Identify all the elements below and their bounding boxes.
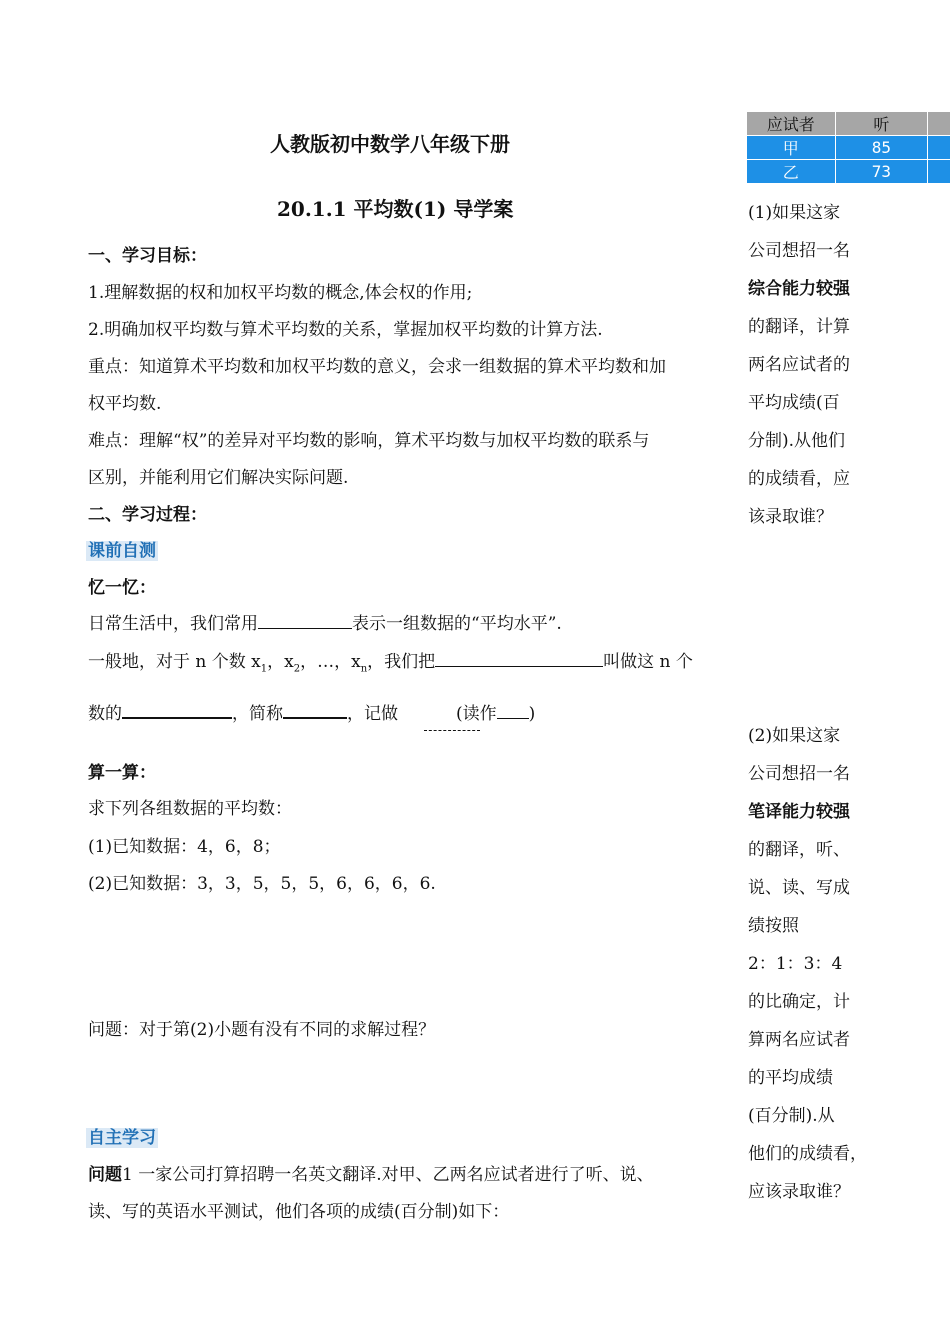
recall-line-3-part-b: ，简称 [232,704,283,724]
sidebar-line: 平均成绩(百 [748,393,840,413]
recall-line-2-part-a: 一般地，对于 n 个数 x [88,652,261,672]
sidebar-line: 应该录取谁？ [748,1182,850,1202]
score-table-cell: 73 [835,160,928,184]
score-table-header-cell: 应试者 [747,112,835,136]
score-table-cell: 85 [835,136,928,160]
score-table-cell: 甲 [747,136,835,160]
problem-1-line-2: 读、写的英语水平测试，他们各项的成绩(百分制)如下： [88,1202,510,1222]
recall-line-1-part-a: 日常生活中，我们常用 [88,614,258,634]
recall-line-3 [88,701,535,725]
goal-item-2: 2.明确加权平均数与算术平均数的关系，掌握加权平均数的计算方法. [88,320,603,340]
answer-blank-3[interactable] [122,701,232,719]
document-title: 人教版初中数学八年级下册 [270,132,510,156]
recall-line-2-part-e: 叫做这 n 个 [603,652,693,672]
sidebar-line: 的平均成绩 [748,1068,833,1088]
recall-line-1 [88,612,562,635]
key-point-line-2: 权平均数. [88,394,162,414]
self-study-tag [86,1127,158,1149]
goal-item-1: 1.理解数据的权和加权平均数的概念,体会权的作用; [88,283,473,303]
notation-dashed-blank[interactable] [424,730,480,731]
recall-line-2-part-c: ，…，x [300,652,361,672]
calc-item-1: (1)已知数据：4，6，8； [88,837,281,857]
difficulty-line-2: 区别，并能利用它们解决实际问题. [88,468,349,488]
score-table-cell: 乙 [747,160,835,184]
answer-blank-5[interactable] [497,702,529,719]
self-study-tag-label: 自主学习 [88,1128,156,1148]
problem-1-text-1: 1 一家公司打算招聘一名英文翻译.对甲、乙两名应试者进行了听、说、 [122,1165,654,1185]
score-table-header-row [747,112,950,136]
answer-blank-1[interactable] [258,612,352,629]
sidebar-line: 该录取谁？ [748,507,833,527]
sidebar-line: 2：1：3：4 [748,954,843,974]
sidebar-line: 算两名应试者 [748,1030,850,1050]
sidebar-line: (百分制).从 [748,1106,835,1126]
sidebar-line: 综合能力较强 [748,279,850,299]
recall-title: 忆一忆： [88,578,156,598]
recall-line-2-part-d: ，我们把 [367,652,436,672]
problem-1-line-1 [88,1164,654,1186]
calc-item-2: (2)已知数据：3，3，5，5，5，6，6，6，6. [88,874,436,894]
sidebar-line: 笔译能力较强 [748,802,850,822]
score-table-cell [928,136,950,160]
sidebar-line: 他们的成绩看， [748,1144,867,1164]
recall-line-2-part-b: ，x [267,652,294,672]
question-text: 问题：对于第(2)小题有没有不同的求解过程？ [88,1020,436,1040]
recall-line-3-part-c: ，记做 [347,704,398,724]
problem-1-label: 问题 [88,1165,122,1185]
subscript-n: n [360,663,368,675]
calc-intro: 求下列各组数据的平均数： [88,799,292,819]
goals-heading: 一、学习目标： [88,246,207,266]
recall-line-2 [88,650,693,680]
answer-blank-2[interactable] [435,650,603,667]
answer-blank-4[interactable] [283,701,347,719]
difficulty-line-1: 难点：理解“权”的差异对平均数的影响，算术平均数与加权平均数的联系与 [88,431,650,451]
sidebar-line: 公司想招一名 [748,241,850,261]
recall-line-1-part-b: 表示一组数据的“平均水平”. [352,614,562,634]
calc-title: 算一算： [88,763,156,783]
sidebar-line: 分制).从他们 [748,431,846,451]
recall-line-3-part-a: 数的 [88,704,122,724]
process-heading: 二、学习过程： [88,505,207,525]
table-row [747,160,950,184]
score-table-cell [928,160,950,184]
pre-test-tag-label: 课前自测 [88,541,156,561]
sidebar-line: 的成绩看，应 [748,469,850,489]
sidebar-line: 的比确定，计 [748,992,850,1012]
table-row [747,136,950,160]
subscript-2: 2 [293,663,301,675]
score-table [747,112,950,183]
sidebar-line: 的翻译，计算 [748,317,850,337]
sidebar-question-2 [748,717,948,1211]
recall-line-3-part-d: (读作 [456,704,497,724]
sidebar-line: (2)如果这家 [748,726,841,746]
pre-test-tag [86,540,158,562]
subscript-1: 1 [260,663,268,675]
sidebar-line: 公司想招一名 [748,764,850,784]
recall-line-3-part-e: ) [528,704,536,724]
score-table-header-cell: 听 [835,112,928,136]
sidebar-line: 说、读、写成 [748,878,850,898]
sidebar-line: 的翻译，听、 [748,840,850,860]
sidebar-line: (1)如果这家 [748,203,841,223]
document-subtitle: 20.1.1 平均数(1) 导学案 [277,197,514,221]
key-point-line-1: 重点：知道算术平均数和加权平均数的意义，会求一组数据的算术平均数和加 [88,357,666,377]
sidebar-question-1 [748,194,948,536]
score-table-header-cell [928,112,950,136]
sidebar-line: 绩按照 [748,916,799,936]
sidebar-line: 两名应试者的 [748,355,850,375]
